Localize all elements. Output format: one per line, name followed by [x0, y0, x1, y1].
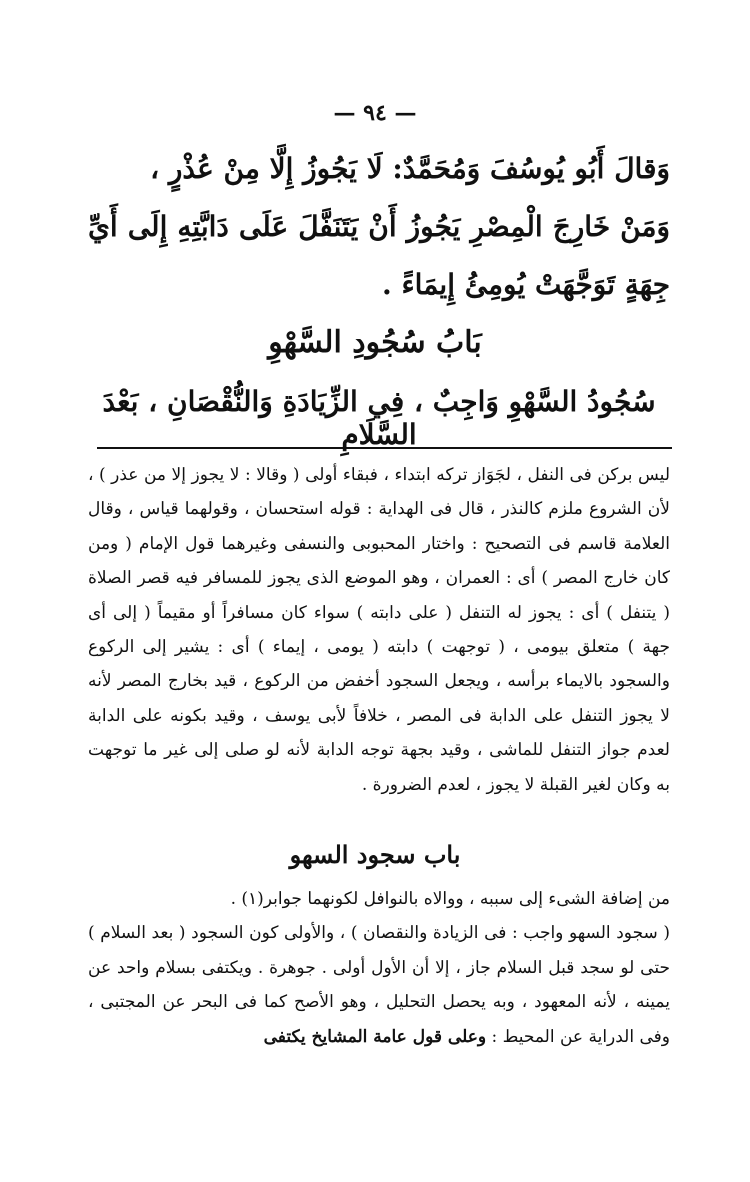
- commentary-second-paragraph-2-bold-end: وعلى قول عامة المشايخ يكتفى: [263, 1026, 487, 1047]
- commentary-paragraph: ليس بركن فى النفل ، لجَوَاز تركه ابتداء ، فبقاء أولى ( وقالا : لا يجوز إلا من عذر ) ، لأن الشروع ملزم كالنذر ، قال فى الهداية : قوله استحسان ، وقولهما قياس ، وقال العلامة قاسم فى التصحيح : واختار المحبوبى والنسفى وغيرهما قول الإمام ( ومن كان خارج المصر ) أى : العمران ، وهو الموضع الذى يجوز للمسافر فيه قصر الصلاة ( يتنفل ) أى : يجوز له التنفل ( على دابته ) سواء كان مسافراً أو مقيماً ( إلى أى جهة ) متعلق بيومى ، ( توجهت ) دابته ( يومى ، إيماء ) أى : يشير إلى الركوع والسجود بالايماء برأسه ، ويجعل السجود أخفض من الركوع ، قيد بخارج المصر لأنه لا يجوز التنفل على الدابة فى المصر ، خلافاً لأبى يوسف ، وقيد بكونه على الدابة لعدم جواز التنفل للماشى ، وقيد بجهة توجه الدابة لأنه لو صلى إلى غير ما توجهت به وكان لغير القبلة لا يجوز ، لعدم الضرورة .: [88, 465, 670, 795]
- commentary: [88, 458, 670, 802]
- commentary-second-paragraph-2: [88, 916, 670, 1054]
- commentary-second: [88, 882, 670, 1054]
- main-text: [88, 140, 670, 314]
- commentary-second-paragraph-2-text: ( سجود السهو واجب : فى الزيادة والنقصان ) ، والأولى كون السجود ( بعد السلام ) حتى لو سجد قبل السلام جاز ، إلا أن الأول أولى . جوهرة . ويكتفى بسلام واحد عن يمينه ، لأنه المعهود ، وبه يحصل التحليل ، وهو الأصح كما فى البحر عن المجتبى ، وفى الدراية عن المحيط :: [88, 923, 670, 1047]
- commentary-second-paragraph-1: من إضافة الشىء إلى سببه ، ووالاه بالنوافل لكونهما جوابر(١) .: [230, 889, 670, 909]
- divider: [97, 447, 672, 449]
- commentary-heading: باب سجود السهو: [289, 840, 461, 869]
- main-text-line-2: وَمَنْ خَارِجَ الْمِصْرِ يَجُوزُ أَنْ يَتَنَفَّلَ عَلَى دَابَّتِهِ إِلَى أَيِّ جِهَةٍ تَوَجَّهَتْ يُومِئُ إِيمَاءً .: [88, 210, 670, 301]
- chapter-heading: بَابُ سُجُودِ السَّهْوِ: [268, 325, 482, 360]
- chapter-text: سُجُودُ السَّهْوِ وَاجِبٌ ، فِي الزِّيَادَةِ وَالنُّقْصَانِ ، بَعْدَ السَّلَامِ: [102, 385, 656, 451]
- page-number: — ٩٤ —: [333, 100, 417, 126]
- main-text-line-1: وَقالَ أَبُو يُوسُفَ وَمُحَمَّدٌ: لَا يَجُوزُ إِلَّا مِنْ عُذْرٍ ،: [150, 152, 670, 185]
